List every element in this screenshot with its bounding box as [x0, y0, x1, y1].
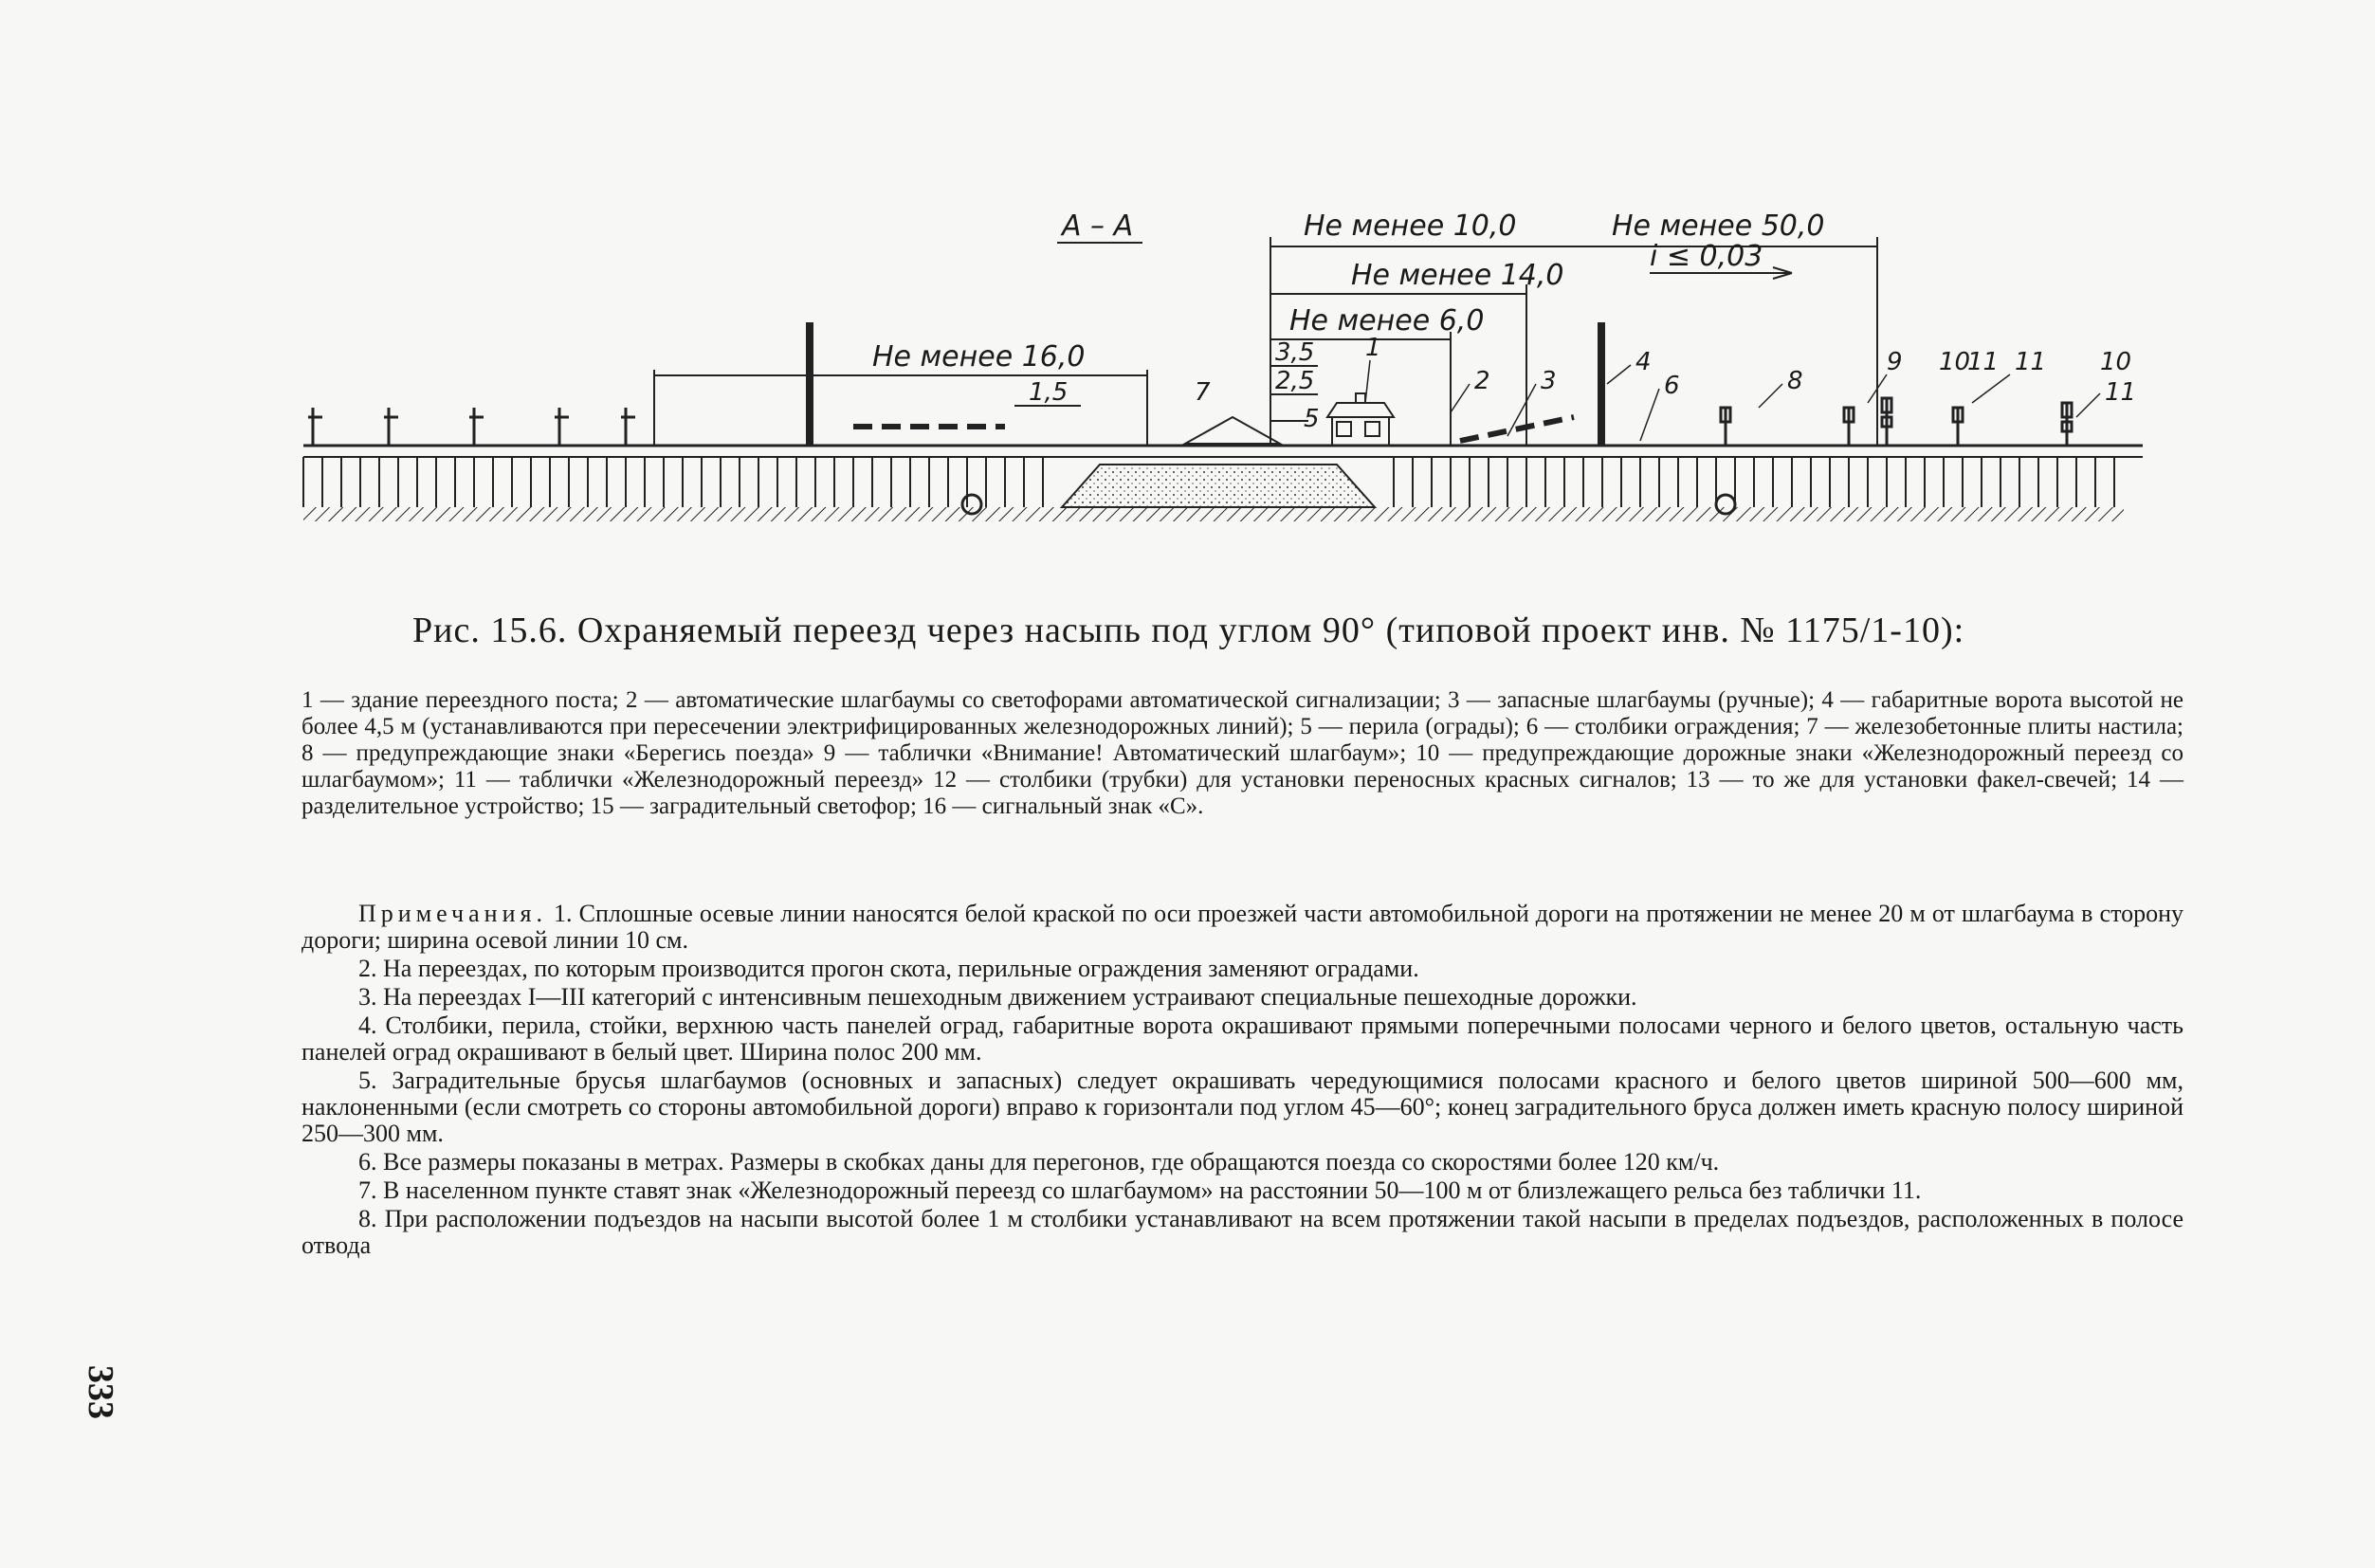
dim-min-6: Не менее 6,0 — [1289, 304, 1485, 337]
callout-6: 6 — [1664, 372, 1680, 400]
gate-post-right — [1598, 322, 1605, 446]
callout-5: 5 — [1304, 405, 1320, 433]
note-2: 2. На переездах, по которым производится прогон скота, перильные ограждения заменяют оградами. — [358, 955, 1419, 982]
sign-posts-left — [308, 408, 635, 446]
dim-min-14: Не менее 14,0 — [1351, 259, 1564, 292]
dim-min-10: Не менее 10,0 — [1304, 210, 1517, 243]
dim-2-5: 2,5 — [1275, 367, 1315, 395]
callout-3: 3 — [1541, 367, 1557, 395]
section-label: А – А — [1062, 210, 1134, 243]
callout-1: 1 — [1365, 334, 1381, 362]
dim-min-50: Не менее 50,0 — [1612, 210, 1825, 243]
slab-shelter — [1185, 417, 1280, 444]
note-4: 4. Столбики, перила, стойки, верхнюю часть панелей оград, габаритные ворота окрашивают прямыми поперечными полосами черного и белого цветов, остальную часть панелей оград окрашивают в белый цвет. Ширина полос 200 мм. — [301, 1012, 2183, 1066]
embankment — [1062, 465, 1375, 507]
note-8: 8. При расположении подъездов на насыпи высотой более 1 м столбики устанавливают на всем протяжении такой насыпи в пределах подъездов, расположенных в полосе отвода — [301, 1205, 2183, 1259]
gate-post-left — [806, 322, 813, 446]
callout-4: 4 — [1635, 348, 1652, 376]
note-3: 3. На переездах I—III категорий с интенсивным пешеходным движением устраивают специальные пешеходные дорожки. — [358, 983, 1637, 1011]
note-7: 7. В населенном пункте ставят знак «Железнодорожный переезд со шлагбаумом» на расстоянии 50—100 м от близлежащего рельса без таблички 11. — [358, 1176, 1922, 1204]
dim-min-16: Не менее 16,0 — [872, 340, 1086, 374]
notes-section — [301, 901, 2183, 1261]
note-1 — [301, 901, 2183, 954]
figure-legend: 1 — здание переездного поста; 2 — автоматические шлагбаумы со светофорами автоматической сигнализации; 3 — запасные шлагбаумы (ручные); 4 — габаритные ворота высотой не более 4,5 м (устанавливаются при пересечении электрифицированных железнодорожных линий); 5 — перила (ограды); 6 — столбики ограждения; 7 — железобетонные плиты настила; 8 — предупреждающие знаки «Берегись поезда» 9 — таблички «Внимание! Автоматический шлагбаум»; 10 — предупреждающие дорожные знаки «Железнодорожный переезд со шлагбаумом»; 11 — таблички «Железнодорожный переезд» 12 — столбики (трубки) для установки переносных красных сигналов; 13 — то же для установки факел-свечей; 14 — разделительное устройство; 15 — заградительный светофор; 16 — сигнальный знак «С». — [301, 687, 2183, 819]
guard-house — [1327, 393, 1394, 446]
callout-8: 8 — [1787, 367, 1803, 395]
callout-2: 2 — [1474, 367, 1490, 395]
barrier-bar-right — [1460, 417, 1574, 441]
callout-11b: 11 — [2015, 348, 2047, 376]
note-6: 6. Все размеры показаны в метрах. Размеры в скобках даны для перегонов, где обращаются поезда со скоростями более 120 км/ч. — [358, 1148, 1720, 1176]
dim-3-5: 3,5 — [1275, 338, 1315, 367]
callout-11a: 11 — [1967, 348, 2000, 376]
note-5: 5. Заградительные брусья шлагбаумов (основных и запасных) следует окрашивать чередующимися полосами красного и белого цветов шириной 500—600 мм, наклоненными (если смотреть со стороны автомобильной дороги) вправо к горизонтали под углом 45—60°; конец заградительного бруса должен иметь красную полосу шириной 250—300 мм. — [301, 1067, 2183, 1147]
callout-9: 9 — [1887, 348, 1903, 376]
dim-slope: i ≤ 0,03 — [1650, 240, 1763, 273]
callout-11c: 11 — [2105, 378, 2137, 407]
callout-10b: 10 — [2100, 348, 2132, 376]
callout-7: 7 — [1195, 378, 1211, 407]
page-number: 333 — [81, 1365, 120, 1419]
ground-hatch — [303, 507, 2124, 521]
sign-posts-right — [1721, 398, 2072, 446]
notes-heading: Примечания. — [358, 900, 547, 927]
note-1-text: 1. Сплошные осевые линии наносятся белой краской по оси проезжей части автомобильной дороги на протяжении не менее 20 м от шлагбаума в сторону дороги; ширина осевой линии 10 см. — [301, 900, 2183, 954]
crossing-cross-section-drawing — [284, 190, 2181, 550]
callout-10a: 10 — [1939, 348, 1971, 376]
dim-1-5: 1,5 — [1029, 378, 1069, 407]
figure-caption: Рис. 15.6. Охраняемый переезд через насыпь под углом 90° (типовой проект инв. № 1175/1-10): — [412, 611, 1965, 650]
